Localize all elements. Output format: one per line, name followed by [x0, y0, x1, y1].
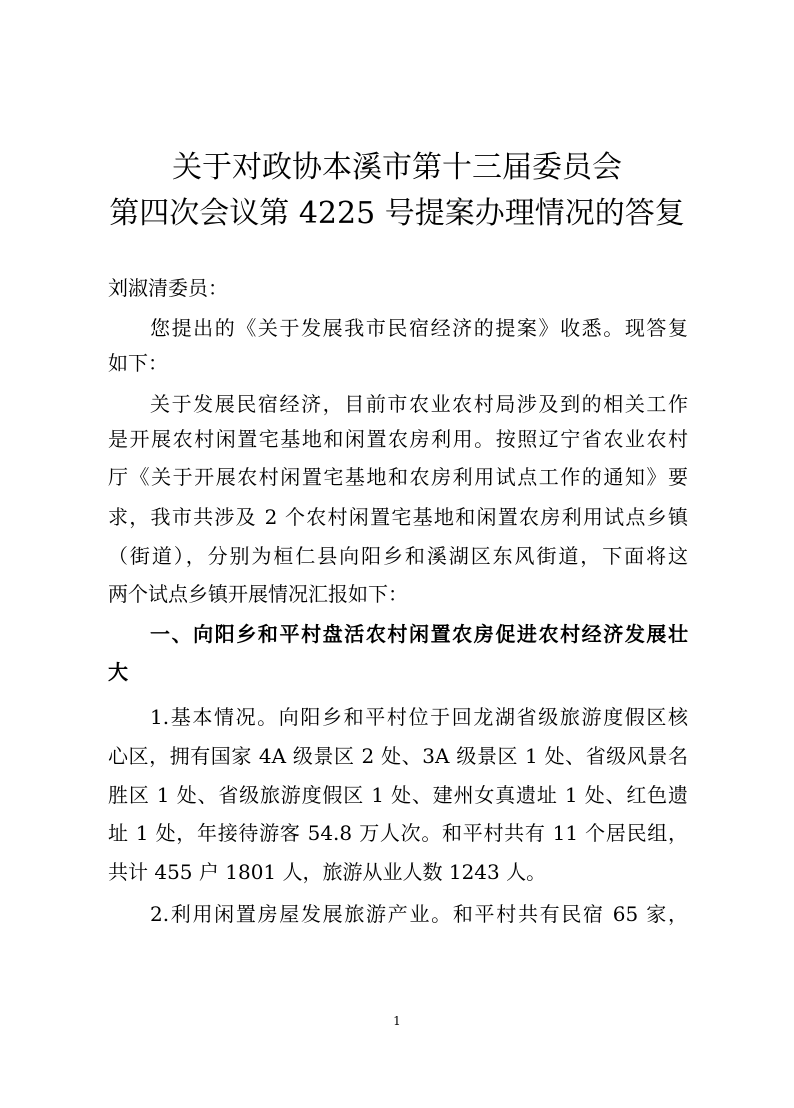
- salutation: 刘淑清委员：: [108, 276, 228, 300]
- body-line: 共计 455 户 1801 人，旅游从业人数 1243 人。: [108, 860, 547, 884]
- body-line: 如下：: [108, 351, 168, 375]
- document-title-line-1: 关于对政协本溪市第十三届委员会: [172, 150, 622, 185]
- section-heading-1-continued: 大: [108, 660, 128, 684]
- body-line: 2.利用闲置房屋发展旅游产业。和平村共有民宿 65 家，: [150, 902, 688, 926]
- body-line: 关于发展民宿经济，目前市农业农村局涉及到的相关工作: [150, 392, 688, 416]
- body-line: 您提出的《关于发展我市民宿经济的提案》收悉。现答复: [150, 316, 688, 340]
- body-line: 址 1 处，年接待游客 54.8 万人次。和平村共有 11 个居民组，: [108, 821, 688, 845]
- body-line: 1.基本情况。向阳乡和平村位于回龙湖省级旅游度假区核: [150, 705, 688, 729]
- body-line: 两个试点乡镇开展情况汇报如下：: [108, 582, 408, 606]
- body-line: 求，我市共涉及 2 个农村闲置宅基地和闲置农房利用试点乡镇: [108, 505, 688, 529]
- body-line: 厅《关于开展农村闲置宅基地和农房利用试点工作的通知》要: [108, 465, 688, 489]
- document-title-line-2: 第四次会议第 4225 号提案办理情况的答复: [109, 196, 685, 231]
- section-heading-1: 一、向阳乡和平村盘活农村闲置农房促进农村经济发展壮: [150, 622, 688, 646]
- body-line: 胜区 1 处、省级旅游度假区 1 处、建州女真遗址 1 处、红色遗: [108, 783, 688, 807]
- body-line: 是开展农村闲置宅基地和闲置农房利用。按照辽宁省农业农村: [108, 427, 688, 451]
- page-number: 1: [393, 1014, 401, 1028]
- body-line: （街道），分别为桓仁县向阳乡和溪湖区东风街道，下面将这: [108, 544, 688, 568]
- body-line: 心区，拥有国家 4A 级景区 2 处、3A 级景区 1 处、省级风景名: [108, 744, 688, 768]
